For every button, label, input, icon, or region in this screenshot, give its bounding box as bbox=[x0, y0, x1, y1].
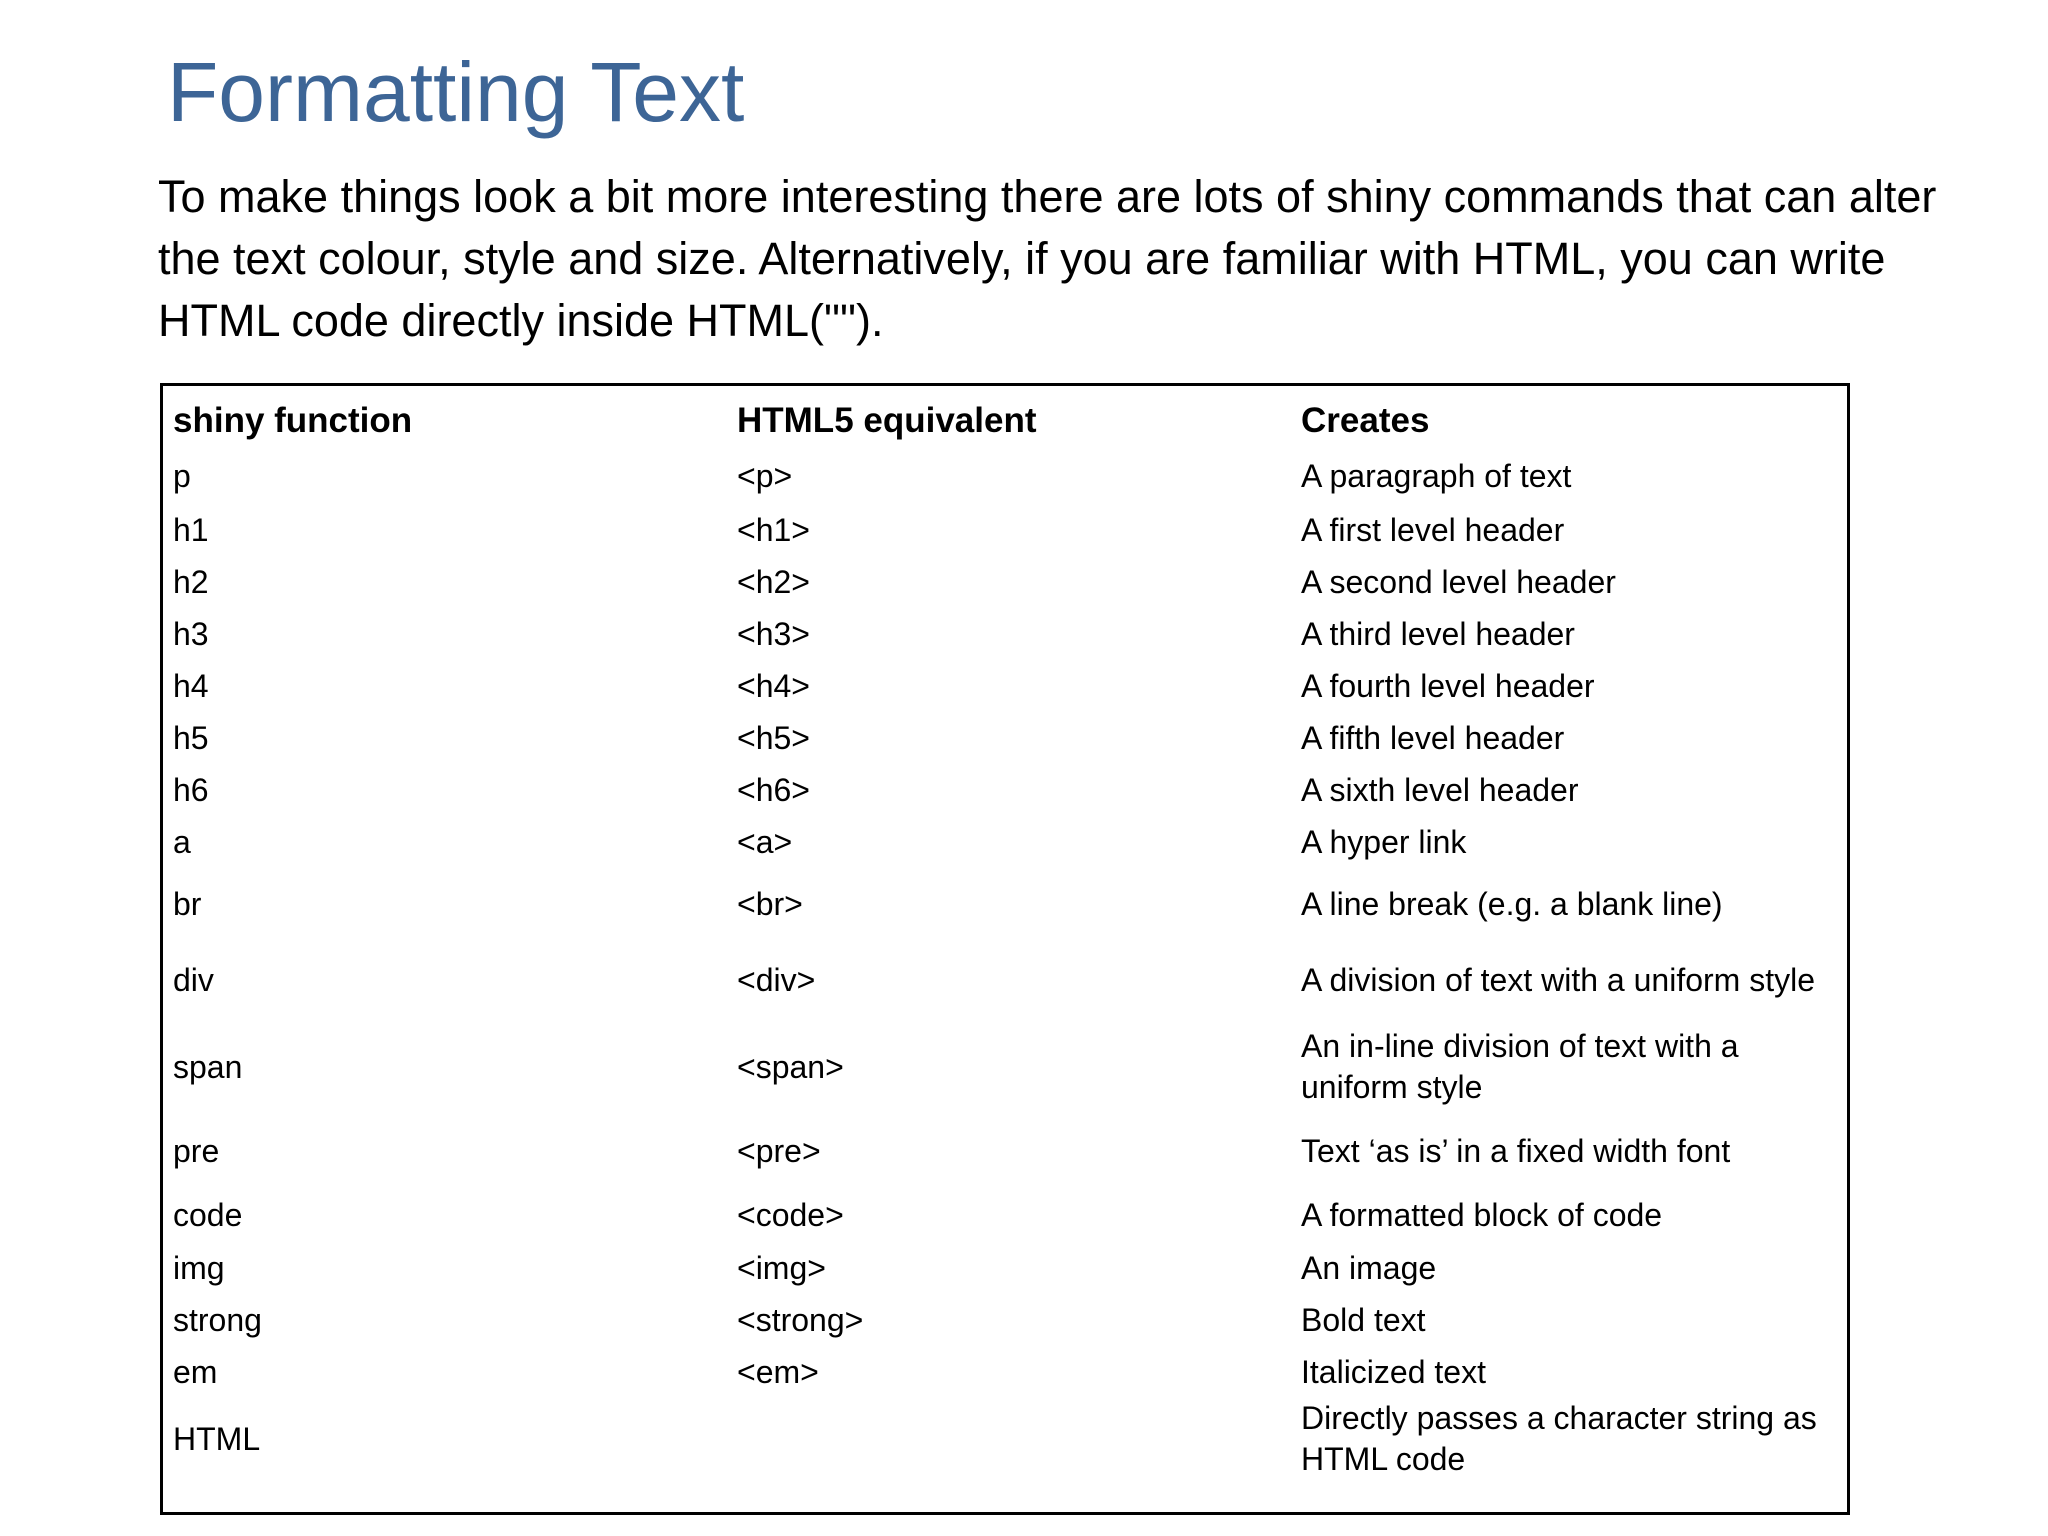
cell-html5-equivalent: <em> bbox=[737, 1353, 819, 1390]
cell-shiny-function: h5 bbox=[173, 719, 209, 756]
cell-shiny-function: h6 bbox=[173, 771, 209, 808]
table-row bbox=[173, 556, 1843, 608]
table-row bbox=[173, 868, 1843, 940]
cell-shiny-function: HTML bbox=[173, 1420, 261, 1457]
cell-creates: An in-line division of text with a uniform style bbox=[1301, 1028, 1739, 1105]
cell-shiny-function: pre bbox=[173, 1132, 220, 1169]
cell-creates: A third level header bbox=[1301, 615, 1575, 652]
table-row bbox=[173, 712, 1843, 764]
cell-creates: A line break (e.g. a blank line) bbox=[1301, 885, 1723, 922]
cell-shiny-function: img bbox=[173, 1249, 225, 1286]
header-creates: Creates bbox=[1301, 400, 1430, 440]
cell-html5-equivalent: <img> bbox=[737, 1249, 826, 1286]
function-table bbox=[173, 392, 1843, 1480]
header-html5-equivalent: HTML5 equivalent bbox=[737, 400, 1037, 440]
cell-shiny-function: p bbox=[173, 457, 191, 494]
table-row bbox=[173, 660, 1843, 712]
cell-html5-equivalent: <h3> bbox=[737, 615, 810, 652]
intro-paragraph: To make things look a bit more interesting there are lots of shiny commands that can alter the text colour, style and size. Alternatively, if you are familiar with HTML, you can write HTML code directly inside HTML(""). bbox=[158, 171, 1937, 346]
cell-shiny-function: h1 bbox=[173, 511, 209, 548]
cell-creates: A hyper link bbox=[1301, 823, 1467, 860]
cell-shiny-function: h3 bbox=[173, 615, 209, 652]
cell-creates: A formatted block of code bbox=[1301, 1196, 1663, 1233]
table-row bbox=[173, 764, 1843, 816]
cell-shiny-function: strong bbox=[173, 1301, 262, 1338]
table-row bbox=[173, 1188, 1843, 1242]
cell-shiny-function: a bbox=[173, 823, 191, 860]
cell-html5-equivalent: <h6> bbox=[737, 771, 810, 808]
cell-html5-equivalent: <h5> bbox=[737, 719, 810, 756]
function-table-frame bbox=[160, 383, 1850, 1515]
cell-shiny-function: div bbox=[173, 961, 214, 998]
table-row bbox=[173, 1020, 1843, 1114]
cell-shiny-function: em bbox=[173, 1353, 218, 1390]
table-row bbox=[173, 816, 1843, 868]
cell-creates: A fourth level header bbox=[1301, 667, 1595, 704]
cell-shiny-function: h4 bbox=[173, 667, 209, 704]
cell-creates: A first level header bbox=[1301, 511, 1565, 548]
cell-html5-equivalent bbox=[737, 1398, 1301, 1480]
table-body bbox=[173, 448, 1843, 1480]
slide-title: Formatting Text bbox=[167, 45, 745, 139]
cell-shiny-function: br bbox=[173, 885, 202, 922]
cell-html5-equivalent: <div> bbox=[737, 961, 816, 998]
table-row bbox=[173, 504, 1843, 556]
table-row bbox=[173, 1398, 1843, 1480]
cell-shiny-function: h2 bbox=[173, 563, 209, 600]
cell-html5-equivalent: <pre> bbox=[737, 1132, 821, 1169]
cell-shiny-function: span bbox=[173, 1048, 243, 1085]
table-row bbox=[173, 448, 1843, 504]
cell-html5-equivalent: <h2> bbox=[737, 563, 810, 600]
cell-html5-equivalent: <a> bbox=[737, 823, 793, 860]
cell-html5-equivalent: <h1> bbox=[737, 511, 810, 548]
cell-creates: Text ‘as is’ in a fixed width font bbox=[1301, 1132, 1731, 1169]
table-row bbox=[173, 1294, 1843, 1346]
table-row bbox=[173, 1114, 1843, 1188]
cell-html5-equivalent: <code> bbox=[737, 1196, 844, 1233]
cell-creates: A division of text with a uniform style bbox=[1301, 961, 1815, 998]
cell-html5-equivalent: <h4> bbox=[737, 667, 810, 704]
cell-creates: An image bbox=[1301, 1249, 1437, 1286]
cell-creates: Bold text bbox=[1301, 1301, 1426, 1338]
cell-html5-equivalent: <strong> bbox=[737, 1301, 864, 1338]
cell-creates: Directly passes a character string as HTML code bbox=[1301, 1400, 1817, 1477]
cell-creates: Italicized text bbox=[1301, 1353, 1486, 1390]
cell-creates: A paragraph of text bbox=[1301, 457, 1572, 494]
table-row bbox=[173, 608, 1843, 660]
table-row bbox=[173, 940, 1843, 1020]
cell-html5-equivalent: <p> bbox=[737, 457, 793, 494]
table-row bbox=[173, 1242, 1843, 1294]
cell-html5-equivalent: <span> bbox=[737, 1048, 844, 1085]
cell-html5-equivalent: <br> bbox=[737, 885, 803, 922]
cell-creates: A fifth level header bbox=[1301, 719, 1565, 756]
cell-shiny-function: code bbox=[173, 1196, 243, 1233]
header-shiny-function: shiny function bbox=[173, 400, 413, 440]
cell-creates: A second level header bbox=[1301, 563, 1616, 600]
table-header-row bbox=[173, 392, 1843, 448]
table-row bbox=[173, 1346, 1843, 1398]
cell-creates: A sixth level header bbox=[1301, 771, 1579, 808]
